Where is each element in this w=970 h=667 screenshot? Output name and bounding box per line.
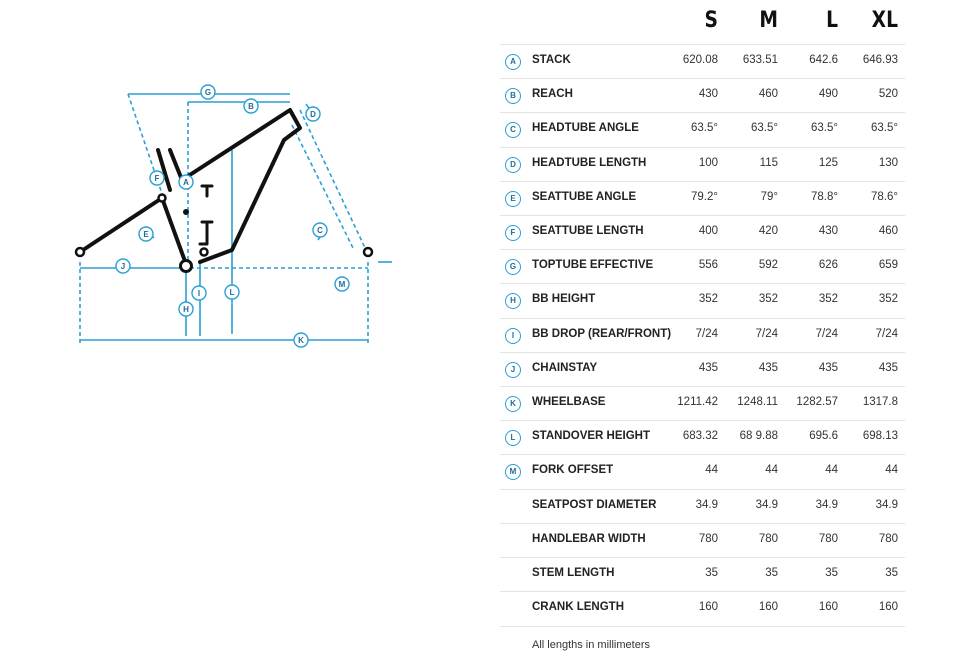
row-value-l: 7/24	[815, 327, 838, 340]
row-value-l: 626	[818, 259, 838, 272]
diagram-badge-label: J	[120, 262, 126, 271]
row-value-l: 63.5°	[811, 122, 838, 135]
row-badge: M	[505, 464, 521, 480]
row-value-m: 68 9.88	[739, 430, 778, 443]
row-value-l: 352	[818, 293, 838, 306]
row-value-xl: 435	[878, 361, 898, 374]
row-value-xl: 44	[885, 464, 898, 477]
row-badge: G	[505, 259, 521, 275]
table-row	[500, 420, 905, 455]
row-value-l: 642.6	[809, 54, 838, 66]
row-value-m: 160	[758, 601, 778, 614]
table-row	[500, 181, 905, 216]
row-value-xl: 352	[878, 293, 898, 306]
row-value-m: 780	[758, 532, 778, 545]
table-row	[500, 78, 905, 113]
row-value-xl: 63.5°	[871, 122, 898, 135]
row-value-s: 1211.42	[677, 396, 718, 408]
row-value-xl: 160	[878, 601, 898, 614]
row-badge: H	[505, 293, 521, 309]
row-value-s: 100	[698, 156, 718, 169]
row-value-l: 695.6	[809, 430, 838, 443]
row-value-m: 1248.11	[737, 396, 778, 408]
row-badge: J	[505, 362, 521, 378]
row-value-m: 420	[758, 225, 778, 237]
row-label: HEADTUBE ANGLE	[532, 122, 639, 135]
row-value-xl: 780	[878, 532, 898, 545]
row-value-xl: 1317.8	[862, 396, 898, 408]
size-header-s: S	[704, 8, 718, 33]
table-row	[500, 557, 905, 592]
diagram-badge-label: I	[197, 289, 201, 298]
row-value-m: 79°	[760, 190, 778, 203]
row-badge: C	[505, 122, 521, 138]
diagram-badge-label: G	[204, 88, 212, 97]
row-value-xl: 78.6°	[871, 190, 898, 203]
row-value-s: 430	[698, 88, 718, 101]
row-badge: L	[505, 430, 521, 446]
table-row	[500, 215, 905, 250]
row-value-s: 44	[705, 464, 718, 477]
row-value-xl: 659	[878, 259, 898, 272]
row-value-m: 34.9	[755, 498, 778, 511]
table-row	[500, 489, 905, 524]
row-value-m: 63.5°	[751, 122, 778, 135]
row-value-l: 160	[818, 601, 838, 614]
diagram-badge-label: B	[248, 102, 254, 111]
row-value-l: 435	[818, 361, 838, 374]
row-value-xl: 646.93	[862, 54, 898, 66]
row-value-s: 400	[698, 225, 718, 237]
row-badge: F	[505, 225, 521, 241]
row-label: HEADTUBE LENGTH	[532, 156, 647, 169]
row-value-s: 160	[698, 601, 718, 614]
row-value-m: 460	[758, 88, 778, 101]
row-value-l: 490	[818, 88, 838, 101]
table-row	[500, 112, 905, 147]
table-row	[500, 318, 905, 353]
diagram-badge-label: L	[229, 288, 235, 297]
row-value-s: 352	[698, 293, 718, 306]
row-badge: A	[505, 54, 521, 70]
row-label: STANDOVER HEIGHT	[532, 430, 650, 443]
row-value-s: 34.9	[695, 498, 718, 511]
row-label: SEATTUBE LENGTH	[532, 225, 644, 237]
row-badge: E	[505, 191, 521, 207]
row-label: TOPTUBE EFFECTIVE	[532, 259, 654, 272]
row-value-s: 435	[698, 361, 718, 374]
row-label: BB HEIGHT	[532, 293, 596, 306]
row-value-s: 556	[698, 259, 718, 272]
table-row	[500, 352, 905, 387]
row-value-l: 34.9	[815, 498, 838, 511]
diagram-badge-label: A	[183, 178, 189, 187]
row-value-xl: 130	[878, 156, 898, 169]
row-badge: D	[505, 157, 521, 173]
row-value-xl: 698.13	[862, 430, 898, 443]
row-badge: B	[505, 88, 521, 104]
row-value-xl: 35	[885, 567, 898, 579]
row-value-s: 683.32	[682, 430, 718, 443]
row-value-m: 7/24	[755, 327, 778, 340]
row-label: STEM LENGTH	[532, 567, 615, 579]
table-row	[500, 386, 905, 421]
row-value-m: 633.51	[742, 54, 778, 66]
diagram-badge-label: E	[143, 230, 149, 239]
row-value-xl: 7/24	[875, 327, 898, 340]
frame-geometry-diagram	[60, 70, 400, 360]
row-label: SEATPOST DIAMETER	[532, 498, 657, 511]
row-value-l: 430	[818, 225, 838, 237]
size-header-m: M	[759, 8, 778, 33]
row-label: CHAINSTAY	[532, 361, 598, 374]
row-label: HANDLEBAR WIDTH	[532, 532, 646, 545]
row-badge: I	[505, 328, 521, 344]
row-label: FORK OFFSET	[532, 464, 614, 477]
row-value-s: 35	[705, 567, 718, 579]
row-value-s: 79.2°	[691, 190, 718, 203]
diagram-badge-label: C	[317, 226, 323, 235]
size-header-xl: XL	[871, 8, 898, 33]
row-value-l: 125	[818, 156, 838, 169]
diagram-badge-label: K	[298, 336, 304, 345]
row-label: STACK	[532, 54, 571, 66]
row-label: SEATTUBE ANGLE	[532, 190, 637, 203]
row-value-l: 35	[825, 567, 838, 579]
row-value-m: 352	[758, 293, 778, 306]
diagram-badge-label: H	[183, 305, 189, 314]
row-value-s: 63.5°	[691, 122, 718, 135]
table-row	[500, 591, 905, 627]
row-badge: K	[505, 396, 521, 412]
table-row	[500, 249, 905, 284]
diagram-badge-label: F	[154, 174, 160, 183]
diagram-badge-label: M	[338, 280, 346, 289]
row-value-m: 35	[765, 567, 778, 579]
size-header-l: L	[826, 8, 838, 33]
row-label: REACH	[532, 88, 573, 101]
row-value-xl: 520	[878, 88, 898, 101]
row-label: BB DROP (REAR/FRONT)	[532, 327, 672, 340]
row-label: WHEELBASE	[532, 396, 606, 408]
diagram-badge-label: D	[310, 110, 316, 119]
table-row	[500, 523, 905, 558]
row-value-l: 1282.57	[796, 396, 838, 408]
units-footnote: All lengths in millimeters	[532, 639, 650, 651]
row-value-xl: 460	[878, 225, 898, 237]
row-value-s: 780	[698, 532, 718, 545]
row-value-l: 44	[825, 464, 838, 477]
row-value-l: 78.8°	[811, 190, 838, 203]
row-value-m: 115	[759, 156, 778, 169]
table-row	[500, 147, 905, 182]
table-row	[500, 454, 905, 489]
row-value-xl: 34.9	[875, 498, 898, 511]
row-value-s: 620.08	[682, 54, 718, 66]
row-value-m: 44	[765, 464, 778, 477]
row-value-m: 592	[758, 259, 778, 272]
row-value-m: 435	[758, 361, 778, 374]
table-row	[500, 283, 905, 318]
row-value-s: 7/24	[695, 327, 718, 340]
row-label: CRANK LENGTH	[532, 601, 624, 614]
table-row	[500, 44, 905, 79]
row-value-l: 780	[818, 532, 838, 545]
